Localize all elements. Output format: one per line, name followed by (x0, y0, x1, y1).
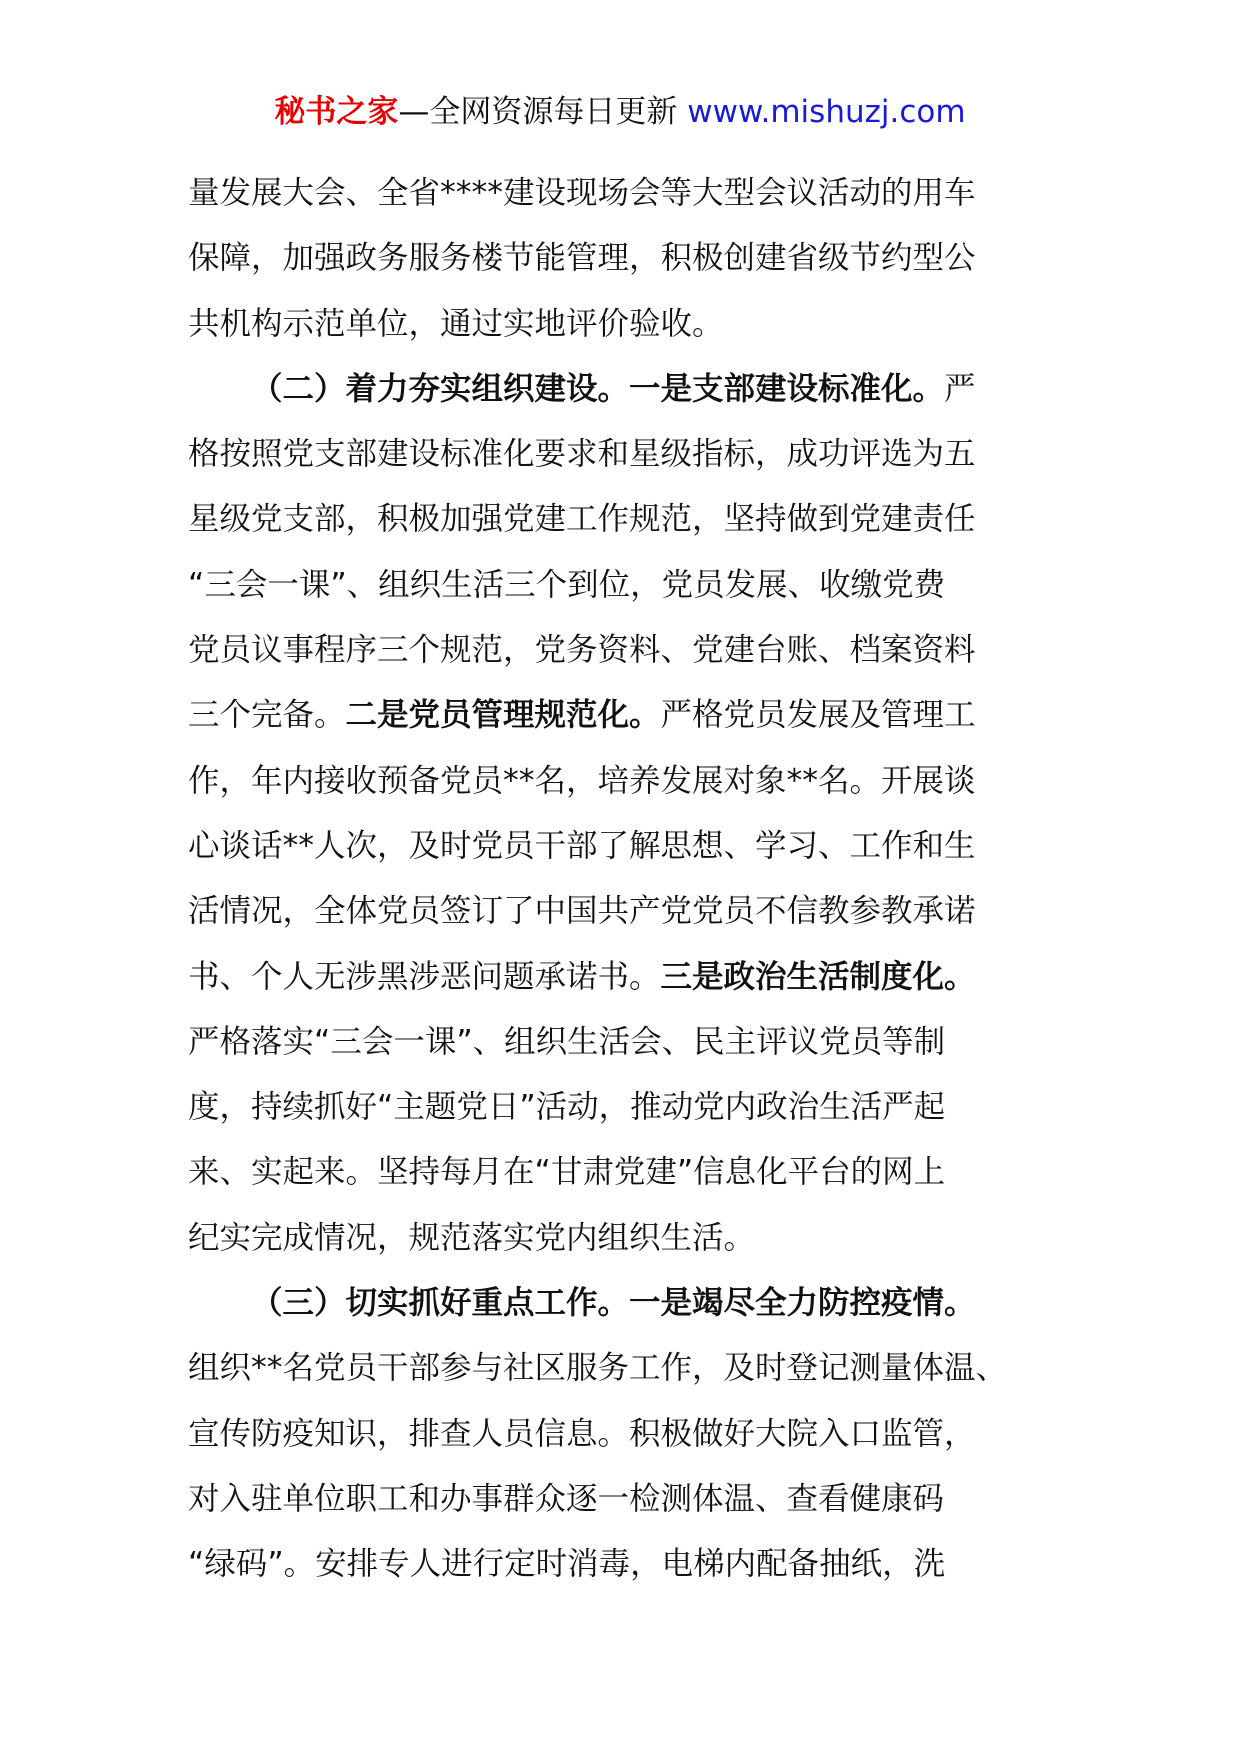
text-line (188, 1402, 1068, 1467)
body-text-segment: 活情况，全体党员签订了中国共产党党员不信教参教承诺 (188, 893, 976, 930)
text-line (188, 1467, 1068, 1532)
text-line (188, 487, 1068, 552)
body-text-segment: 保障，加强政务服务楼节能管理，积极创建省级节约型公 (188, 240, 976, 277)
text-line (188, 1140, 1068, 1205)
text-line (188, 879, 1068, 944)
text-line (188, 1075, 1068, 1140)
bold-heading-text: 二是党员管理规范化。 (345, 697, 661, 734)
text-line (188, 553, 1068, 618)
bold-heading-text: 三是政治生活制度化。 (660, 958, 976, 995)
text-line (188, 292, 1068, 357)
text-line (188, 945, 1068, 1010)
text-line (188, 1336, 1068, 1401)
text-line (188, 1206, 1068, 1271)
body-text-segment: 书、个人无涉黑涉恶问题承诺书。 (188, 958, 661, 995)
site-url-link[interactable]: www.mishuzj.com (687, 94, 966, 130)
body-text-segment: 三个完备。 (188, 697, 346, 734)
site-tagline: —全网资源每日更新 (398, 94, 678, 130)
body-text-segment: 纪实完成情况，规范落实党内组织生活。 (188, 1219, 756, 1256)
body-text-segment: 心谈话**人次，及时党员干部了解思想、学习、工作和生 (188, 827, 976, 864)
text-line (188, 683, 1068, 748)
body-text-segment: 作，年内接收预备党员**名，培养发展对象**名。开展谈 (188, 762, 976, 799)
body-text-segment: 星级党支部，积极加强党建工作规范，坚持做到党建责任 (188, 501, 976, 538)
body-text-segment: 共机构示范单位，通过实地评价验收。 (188, 305, 724, 342)
body-text-segment: 严格党员发展及管理工 (660, 697, 976, 734)
text-line (188, 1010, 1068, 1075)
document-body (188, 161, 1068, 1598)
text-line (188, 814, 1068, 879)
body-text-segment: 格按照党支部建设标准化要求和星级指标，成功评选为五 (188, 436, 976, 473)
body-text-segment: 组织**名党员干部参与社区服务工作，及时登记测量体温、 (188, 1350, 1008, 1387)
text-line (188, 749, 1068, 814)
text-line (188, 161, 1068, 226)
site-header (0, 92, 1240, 132)
site-brand: 秘书之家 (274, 94, 399, 130)
body-text-segment: 来、实起来。坚持每月在“甘肃党建”信息化平台的网上 (188, 1154, 946, 1191)
body-text-segment: 量发展大会、全省****建设现场会等大型会议活动的用车 (188, 175, 976, 211)
body-text-segment: 严格落实“三会一课”、组织生活会、民主评议党员等制 (188, 1023, 946, 1060)
body-text-segment: 党员议事程序三个规范，党务资料、党建台账、档案资料 (188, 632, 976, 669)
body-text-segment: 宣传防疫知识，排查人员信息。积极做好大院入口监管， (188, 1415, 976, 1452)
body-text-segment: “三会一课”、组织生活三个到位，党员发展、收缴党费 (188, 566, 946, 603)
text-line (188, 1271, 1068, 1336)
body-text-segment: 对入驻单位职工和办事群众逐一检测体温、查看健康码 (188, 1480, 945, 1517)
bold-heading-text: （二）着力夯实组织建设。一是支部建设标准化。 (251, 370, 945, 407)
text-line (188, 1532, 1068, 1597)
text-line (188, 618, 1068, 683)
bold-heading-text: （三）切实抓好重点工作。一是竭尽全力防控疫情。 (251, 1285, 976, 1322)
text-line (188, 357, 1068, 422)
text-line (188, 226, 1068, 291)
text-line (188, 422, 1068, 487)
body-text-segment: 度，持续抓好“主题党日”活动，推动党内政治生活严起 (188, 1089, 946, 1126)
body-text-segment: 严 (944, 370, 976, 407)
body-text-segment: “绿码”。安排专人进行定时消毒，电梯内配备抽纸，洗 (188, 1546, 946, 1583)
